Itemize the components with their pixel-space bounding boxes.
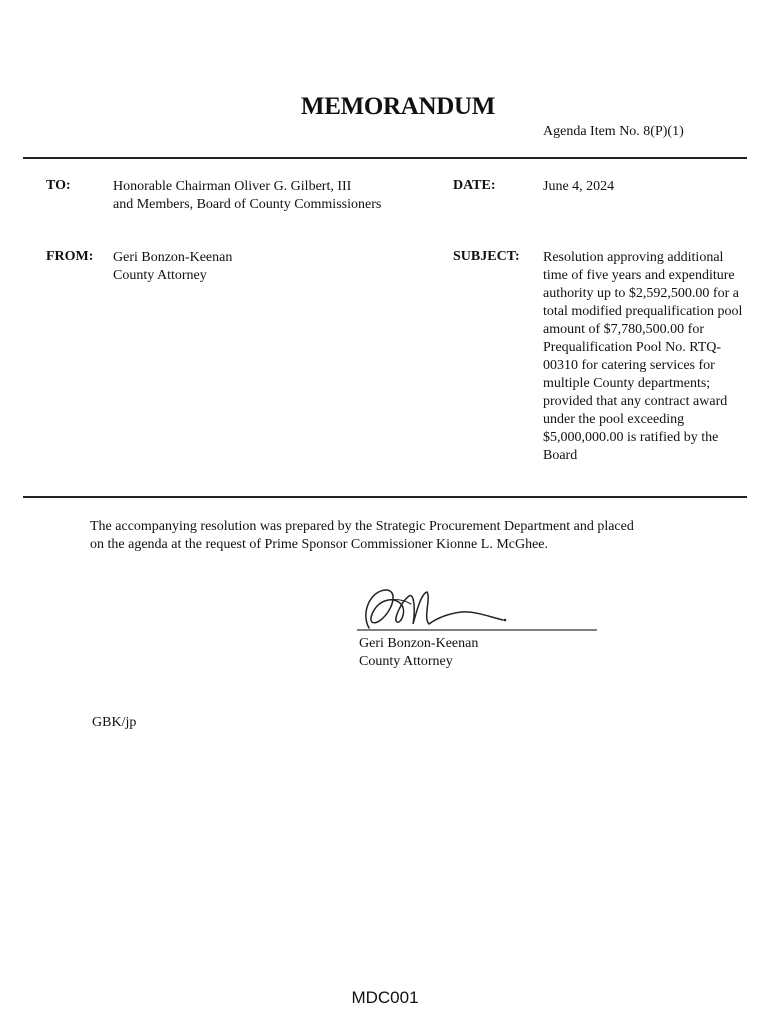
memo-title: MEMORANDUM [300,93,496,120]
to-value [113,178,381,214]
handwritten-signature [357,584,601,636]
body-line-1: The accompanying resolution was prepared by the Strategic Procurement Department and placed [90,519,634,534]
body-line-2: on the agenda at the request of Prime Sponsor Commissioner Kionne L. McGhee. [90,537,549,552]
signer-title: County Attorney [359,654,453,669]
subject-value: Resolution approving additional time of five years and expenditure authority up to $2,592,500.00 for a total modified prequalification pool amount of $7,780,500.00 for Prequalification Pool No. RTQ-00310 for catering services for multiple County departments; provided that any contract award under the pool exceeding $5,000,000.00 is ratified by the Board [543,250,743,463]
signature-block [359,635,478,671]
to-line-1: Honorable Chairman Oliver G. Gilbert, III [113,179,352,194]
to-label: TO: [46,178,71,193]
top-divider [23,157,747,159]
from-line-1: Geri Bonzon-Keenan [113,250,233,265]
to-line-2: and Members, Board of County Commissioners [113,197,382,212]
from-line-2: County Attorney [113,268,207,283]
date-label: DATE: [453,178,496,193]
bottom-divider [23,496,747,498]
date-value: June 4, 2024 [543,179,615,194]
typist-initials: GBK/jp [92,715,137,730]
subject-label: SUBJECT: [453,249,520,264]
footer-code: MDC001 [351,988,419,1007]
agenda-item-number: Agenda Item No. 8(P)(1) [543,124,684,139]
from-label: FROM: [46,249,94,264]
memo-body [90,518,634,554]
from-value [113,249,232,285]
signer-name: Geri Bonzon-Keenan [359,636,479,651]
